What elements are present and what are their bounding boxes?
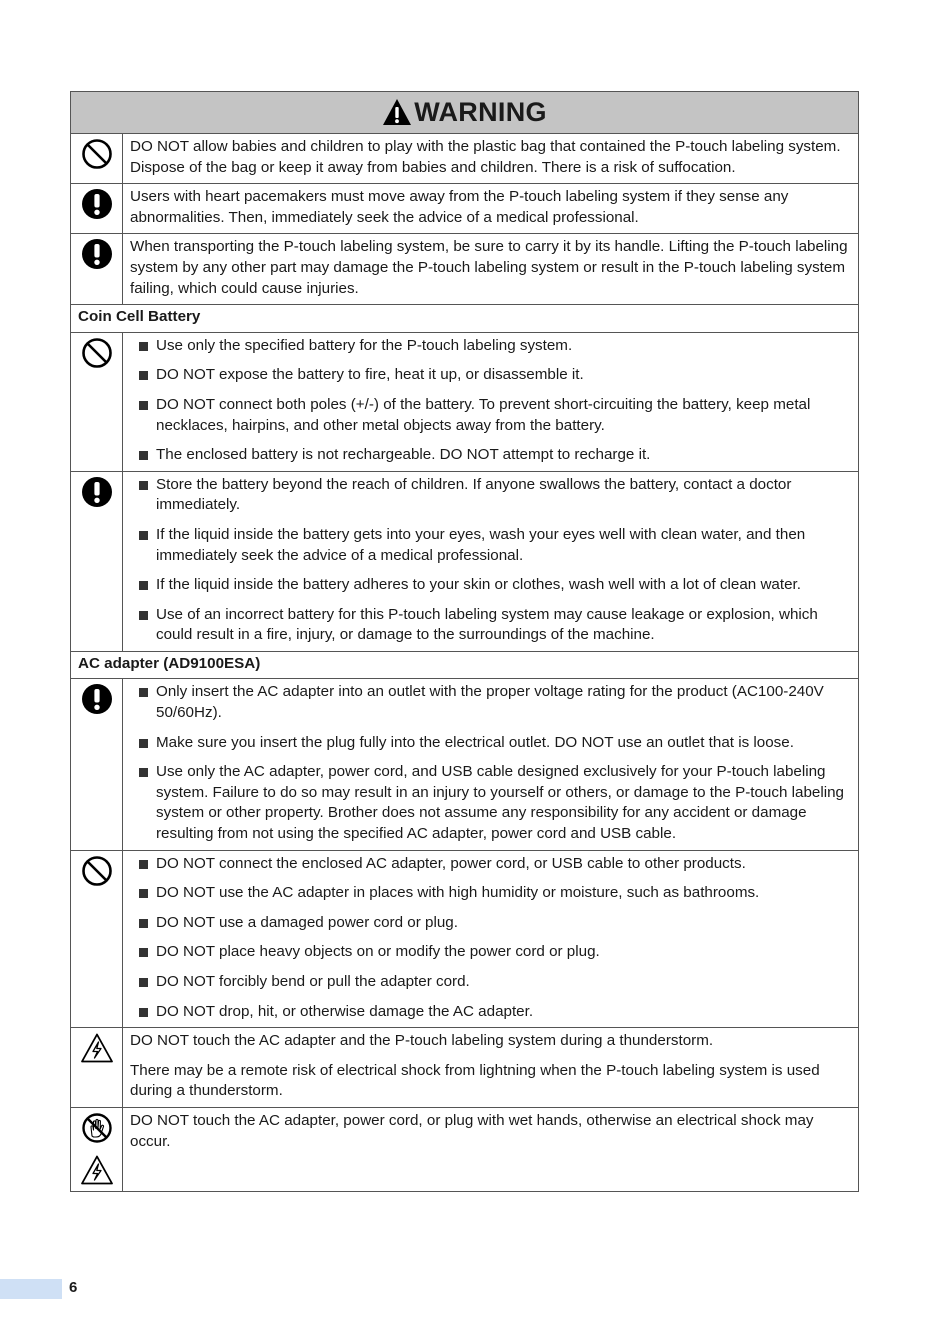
coin-cell-mandatory-row <box>71 471 859 651</box>
list-item: DO NOT forcibly bend or pull the adapter cord. <box>130 972 852 993</box>
warning-text: DO NOT touch the AC adapter and the P-touch labeling system during a thunderstorm. <box>130 1032 714 1050</box>
page-tab-marker <box>0 1279 62 1299</box>
prohibited-icon <box>81 138 113 170</box>
ac-adapter-mandatory-row <box>71 679 859 850</box>
electric-shock-icon <box>80 1154 114 1186</box>
list-item: If the liquid inside the battery adheres to your skin or clothes, wash well with a lot of clean water. <box>130 575 852 596</box>
list-item: Make sure you insert the plug fully into the electrical outlet. DO NOT use an outlet that is loose. <box>130 733 852 754</box>
list-item: DO NOT place heavy objects on or modify the power cord or plug. <box>130 942 852 963</box>
ac-adapter-prohibited-row <box>71 850 859 1028</box>
list-item: Only insert the AC adapter into an outlet with the proper voltage rating for the product (AC100-240V 50/60Hz). <box>130 682 852 723</box>
mandatory-action-icon <box>81 683 113 715</box>
bullet-list <box>130 854 852 1023</box>
list-item: Use only the AC adapter, power cord, and USB cable designed exclusively for your P-touch labeling system. Failure to do so may result in an injury to yourself or others, or damage to the P-touch labeling system or other property. Brother does not assume any responsibility for any accident or damage resulting from not using the specified AC adapter, power cord and USB cable. <box>130 762 852 844</box>
mandatory-action-icon <box>81 188 113 220</box>
thunderstorm-row <box>71 1028 859 1108</box>
warning-row-pacemaker <box>71 184 859 234</box>
list-item: Use only the specified battery for the P-touch labeling system. <box>130 336 852 357</box>
wet-hands-row <box>71 1107 859 1191</box>
bullet-list <box>130 682 852 844</box>
warning-text: DO NOT touch the AC adapter, power cord, or plug with wet hands, otherwise an electrical shock may occur. <box>123 1107 859 1191</box>
list-item: Use of an incorrect battery for this P-touch labeling system may cause leakage or explosion, which could result in a fire, injury, or damage to the surroundings of the machine. <box>130 605 852 646</box>
mandatory-action-icon <box>81 476 113 508</box>
list-item: DO NOT use the AC adapter in places with high humidity or moisture, such as bathrooms. <box>130 883 852 904</box>
warning-table <box>70 91 859 1192</box>
warning-text: DO NOT allow babies and children to play with the plastic bag that contained the P-touch labeling system. Dispose of the bag or keep it away from babies and children. There is a risk of suffocation. <box>123 134 859 184</box>
warning-row-plastic-bag <box>71 134 859 184</box>
warning-row-transport <box>71 234 859 305</box>
list-item: DO NOT expose the battery to fire, heat it up, or disassemble it. <box>130 365 852 386</box>
mandatory-action-icon <box>81 238 113 270</box>
warning-header <box>71 92 859 134</box>
section-heading-ac-adapter: AC adapter (AD9100ESA) <box>71 651 859 679</box>
warning-title: WARNING <box>414 97 547 128</box>
list-item: The enclosed battery is not rechargeable. DO NOT attempt to recharge it. <box>130 445 852 466</box>
list-item: If the liquid inside the battery gets into your eyes, wash your eyes well with clean water, and then immediately seek the advice of a medical professional. <box>130 525 852 566</box>
bullet-list <box>130 475 852 646</box>
page-number: 6 <box>69 1279 78 1296</box>
list-item: DO NOT drop, hit, or otherwise damage the AC adapter. <box>130 1002 852 1023</box>
list-item: DO NOT connect the enclosed AC adapter, power cord, or USB cable to other products. <box>130 854 852 875</box>
prohibited-icon <box>81 337 113 369</box>
warning-triangle-icon <box>382 98 412 126</box>
warning-text: There may be a remote risk of electrical shock from lightning when the P-touch labeling system is used during a thunderstorm. <box>130 1061 820 1100</box>
warning-text: When transporting the P-touch labeling system, be sure to carry it by its handle. Lifting the P-touch labeling system by any other part may damage the P-touch labeling system or result in the P-touch labeling system failing, which could cause injuries. <box>123 234 859 305</box>
warning-text: Users with heart pacemakers must move away from the P-touch labeling system if they sense any abnormalities. Then, immediately seek the advice of a medical professional. <box>123 184 859 234</box>
list-item: DO NOT connect both poles (+/-) of the battery. To prevent short-circuiting the battery, keep metal necklaces, hairpins, and other metal objects away from the battery. <box>130 395 852 436</box>
electric-shock-icon <box>80 1032 114 1064</box>
section-heading-coin-cell: Coin Cell Battery <box>71 305 859 333</box>
list-item: DO NOT use a damaged power cord or plug. <box>130 913 852 934</box>
coin-cell-prohibited-row <box>71 332 859 471</box>
list-item: Store the battery beyond the reach of children. If anyone swallows the battery, contact a doctor immediately. <box>130 475 852 516</box>
bullet-list <box>130 336 852 466</box>
prohibited-icon <box>81 855 113 887</box>
no-wet-hands-icon <box>81 1112 113 1144</box>
